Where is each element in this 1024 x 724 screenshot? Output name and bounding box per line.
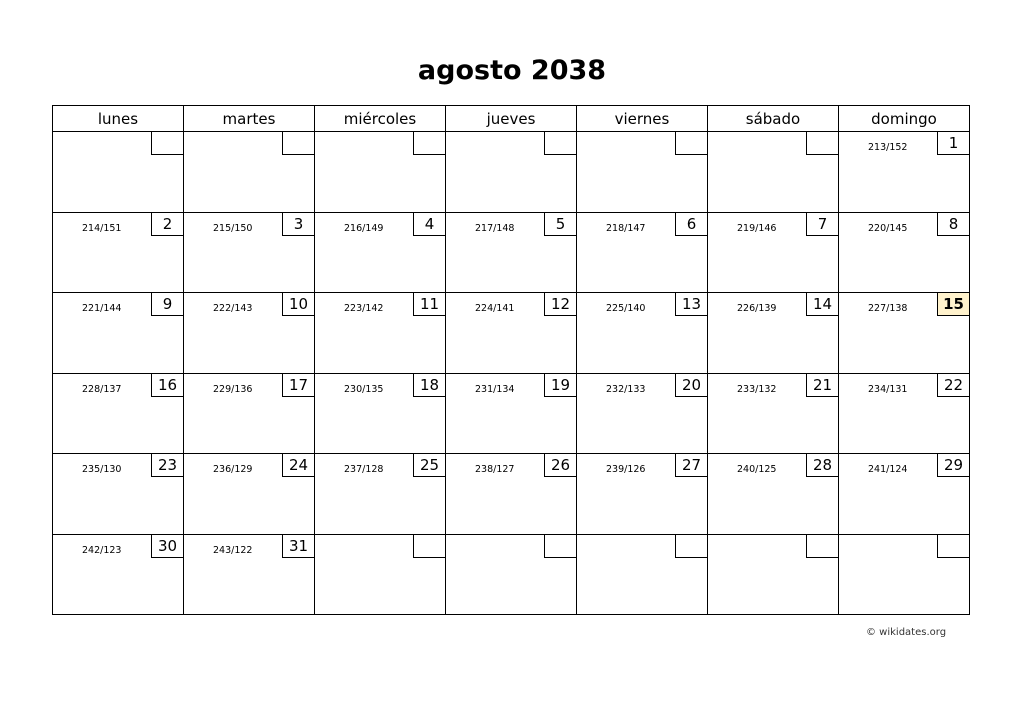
day-cell xyxy=(577,373,708,454)
day-cell xyxy=(446,454,577,535)
day-cell xyxy=(577,212,708,293)
day-of-year-info: 233/132 xyxy=(737,383,777,395)
day-number: 31 xyxy=(282,534,315,558)
day-of-year-info: 213/152 xyxy=(868,142,908,153)
week-row xyxy=(53,212,970,293)
day-of-year-info: 216/149 xyxy=(344,222,384,234)
day-of-year-info: 241/124 xyxy=(868,464,908,475)
day-cell xyxy=(708,132,839,213)
day-cell xyxy=(708,373,839,454)
day-number: 28 xyxy=(806,453,839,477)
day-cell xyxy=(315,454,446,535)
day-number xyxy=(413,131,446,155)
day-number: 13 xyxy=(675,292,708,316)
day-cell xyxy=(53,293,184,374)
day-number: 10 xyxy=(282,292,315,316)
weekday-header: jueves xyxy=(446,106,577,132)
weekday-header: martes xyxy=(184,106,315,132)
day-cell xyxy=(839,132,970,213)
day-number: 22 xyxy=(937,373,970,397)
day-of-year-info: 240/125 xyxy=(737,464,777,475)
day-of-year-info: 222/143 xyxy=(213,303,253,314)
week-row xyxy=(53,534,970,615)
week-row xyxy=(53,132,970,213)
day-number: 6 xyxy=(675,212,708,236)
day-cell xyxy=(184,454,315,535)
day-cell xyxy=(184,212,315,293)
day-number: 18 xyxy=(413,373,446,397)
day-cell xyxy=(839,373,970,454)
day-of-year-info: 219/146 xyxy=(737,222,777,234)
day-of-year-info: 243/122 xyxy=(213,544,253,556)
day-number xyxy=(806,534,839,558)
day-of-year-info: 229/136 xyxy=(213,383,253,395)
day-number: 12 xyxy=(544,292,577,316)
day-number: 11 xyxy=(413,292,446,316)
day-cell xyxy=(446,293,577,374)
day-number: 1 xyxy=(937,131,970,155)
day-of-year-info: 224/141 xyxy=(475,303,515,314)
day-of-year-info: 223/142 xyxy=(344,303,384,314)
day-of-year-info: 232/133 xyxy=(606,383,646,395)
week-row xyxy=(53,293,970,374)
day-of-year-info: 221/144 xyxy=(82,303,122,314)
day-cell xyxy=(184,373,315,454)
day-of-year-info: 214/151 xyxy=(82,222,122,234)
day-number xyxy=(937,534,970,558)
day-of-year-info: 215/150 xyxy=(213,222,253,234)
day-of-year-info: 235/130 xyxy=(82,464,122,475)
week-row xyxy=(53,454,970,535)
day-of-year-info: 218/147 xyxy=(606,222,646,234)
weekday-header: sábado xyxy=(708,106,839,132)
day-of-year-info: 237/128 xyxy=(344,464,384,475)
day-of-year-info: 228/137 xyxy=(82,383,122,395)
day-cell xyxy=(315,373,446,454)
day-of-year-info: 217/148 xyxy=(475,222,515,234)
day-number xyxy=(675,534,708,558)
day-cell xyxy=(184,534,315,615)
day-cell xyxy=(184,293,315,374)
day-of-year-info: 227/138 xyxy=(868,303,908,314)
day-cell xyxy=(708,534,839,615)
weekday-header: viernes xyxy=(577,106,708,132)
weekday-header-row xyxy=(53,106,970,132)
day-of-year-info: 220/145 xyxy=(868,222,908,234)
day-number: 14 xyxy=(806,292,839,316)
calendar-grid xyxy=(52,105,970,615)
day-number: 17 xyxy=(282,373,315,397)
day-number: 23 xyxy=(151,453,184,477)
day-number: 7 xyxy=(806,212,839,236)
day-number: 5 xyxy=(544,212,577,236)
day-cell xyxy=(184,132,315,213)
day-of-year-info: 238/127 xyxy=(475,464,515,475)
day-of-year-info: 234/131 xyxy=(868,383,908,395)
day-of-year-info: 226/139 xyxy=(737,303,777,314)
day-cell xyxy=(839,212,970,293)
day-cell xyxy=(53,454,184,535)
day-cell xyxy=(839,293,970,374)
day-number: 30 xyxy=(151,534,184,558)
day-cell xyxy=(446,212,577,293)
day-cell xyxy=(839,534,970,615)
day-of-year-info: 236/129 xyxy=(213,464,253,475)
day-cell xyxy=(839,454,970,535)
day-cell xyxy=(708,212,839,293)
day-cell xyxy=(315,132,446,213)
day-number-today: 15 xyxy=(937,292,970,316)
day-number: 26 xyxy=(544,453,577,477)
day-of-year-info: 231/134 xyxy=(475,383,515,395)
calendar-title: agosto 2038 xyxy=(417,55,607,86)
day-number: 20 xyxy=(675,373,708,397)
day-number xyxy=(282,131,315,155)
day-cell xyxy=(708,454,839,535)
day-number: 21 xyxy=(806,373,839,397)
day-number: 16 xyxy=(151,373,184,397)
day-cell xyxy=(53,212,184,293)
day-cell xyxy=(446,132,577,213)
day-cell xyxy=(577,132,708,213)
day-cell xyxy=(315,293,446,374)
day-number: 4 xyxy=(413,212,446,236)
day-cell xyxy=(577,454,708,535)
day-cell xyxy=(577,293,708,374)
weekday-header: domingo xyxy=(839,106,970,132)
day-cell xyxy=(708,293,839,374)
day-number: 9 xyxy=(151,292,184,316)
day-cell xyxy=(577,534,708,615)
day-number: 19 xyxy=(544,373,577,397)
day-cell xyxy=(53,132,184,213)
day-cell xyxy=(446,373,577,454)
day-cell xyxy=(315,212,446,293)
day-number: 25 xyxy=(413,453,446,477)
day-number: 29 xyxy=(937,453,970,477)
weekday-header: lunes xyxy=(53,106,184,132)
day-number: 27 xyxy=(675,453,708,477)
day-number xyxy=(413,534,446,558)
day-of-year-info: 225/140 xyxy=(606,303,646,314)
day-number: 3 xyxy=(282,212,315,236)
weekday-header: miércoles xyxy=(315,106,446,132)
day-of-year-info: 239/126 xyxy=(606,464,646,475)
day-number xyxy=(675,131,708,155)
day-number: 24 xyxy=(282,453,315,477)
day-number xyxy=(544,534,577,558)
day-cell xyxy=(53,534,184,615)
day-cell xyxy=(446,534,577,615)
day-cell xyxy=(53,373,184,454)
week-row xyxy=(53,373,970,454)
day-of-year-info: 230/135 xyxy=(344,383,384,395)
day-cell xyxy=(315,534,446,615)
day-of-year-info: 242/123 xyxy=(82,544,122,556)
day-number xyxy=(151,131,184,155)
day-number xyxy=(544,131,577,155)
copyright-footer: © wikidates.org xyxy=(866,627,947,638)
day-number xyxy=(806,131,839,155)
day-number: 8 xyxy=(937,212,970,236)
day-number: 2 xyxy=(151,212,184,236)
